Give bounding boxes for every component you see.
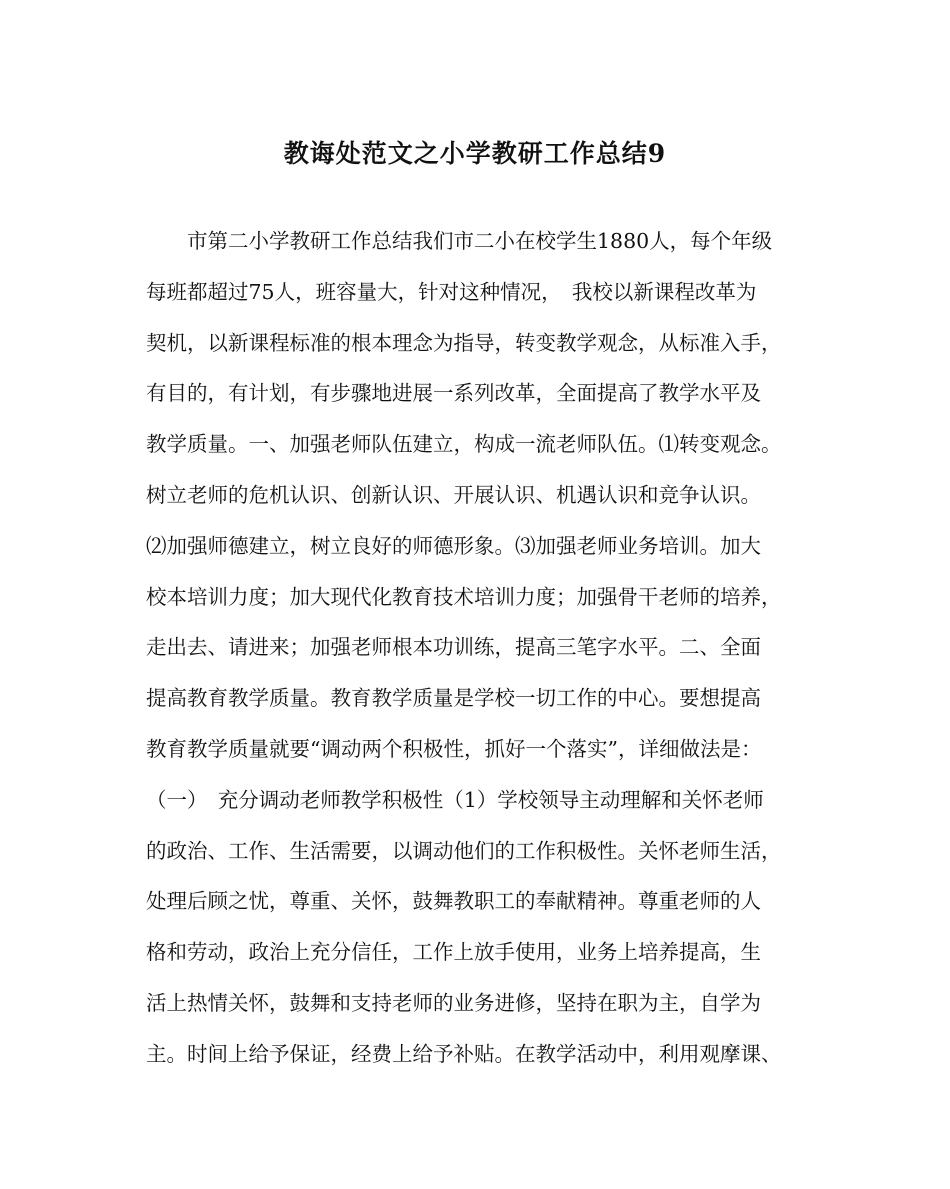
body-line: 提高教育教学质量。教育教学质量是学校一切工作的中心。要想提高 [146,686,761,711]
body-line: 教学质量。一、加强老师队伍建立，构成一流老师队伍。⑴转变观念。 [146,432,782,457]
body-line: 主。时间上给予保证，经费上给予补贴。在教学活动中，利用观摩课、 [146,1041,782,1066]
body-line: 校本培训力度；加大现代化教育技术培训力度；加强骨干老师的培养， [146,584,782,609]
body-line: 每班都超过75人，班容量大，针对这种情况， 我校以新课程改革为 [146,279,757,304]
body-line: 活上热情关怀，鼓舞和支持老师的业务进修，坚持在职为主，自学为 [146,990,761,1015]
document-body [146,225,806,1089]
body-line: 走出去、请进来；加强老师根本功训练，提高三笔字水平。二、全面 [146,635,761,660]
body-line: 契机，以新课程标准的根本理念为指导，转变教学观念，从标准入手， [146,330,782,355]
document-title: 教诲处范文之小学教研工作总结9 [283,139,667,168]
body-line: 市第二小学教研工作总结我们市二小在校学生1880人，每个年级 [146,229,773,253]
body-line: 树立老师的危机认识、创新认识、开展认识、机遇认识和竞争认识。 [146,482,761,507]
body-line: 格和劳动，政治上充分信任，工作上放手使用，业务上培养提高，生 [146,940,761,965]
body-line: 的政治、工作、生活需要，以调动他们的工作积极性。关怀老师生活， [146,838,782,863]
body-line: ⑵加强师德建立，树立良好的师德形象。⑶加强老师业务培训。加大 [146,533,761,558]
body-line: 有目的，有计划，有步骤地进展一系列改革，全面提高了教学水平及 [146,381,761,406]
body-line: （一） 充分调动老师教学积极性（1）学校领导主动理解和关怀老师 [146,787,764,812]
body-line: 处理后顾之忧，尊重、关怀，鼓舞教职工的奉献精神。尊重老师的人 [146,889,761,914]
body-line: 教育教学质量就要“调动两个积极性，抓好一个落实”，详细做法是： [146,736,762,761]
